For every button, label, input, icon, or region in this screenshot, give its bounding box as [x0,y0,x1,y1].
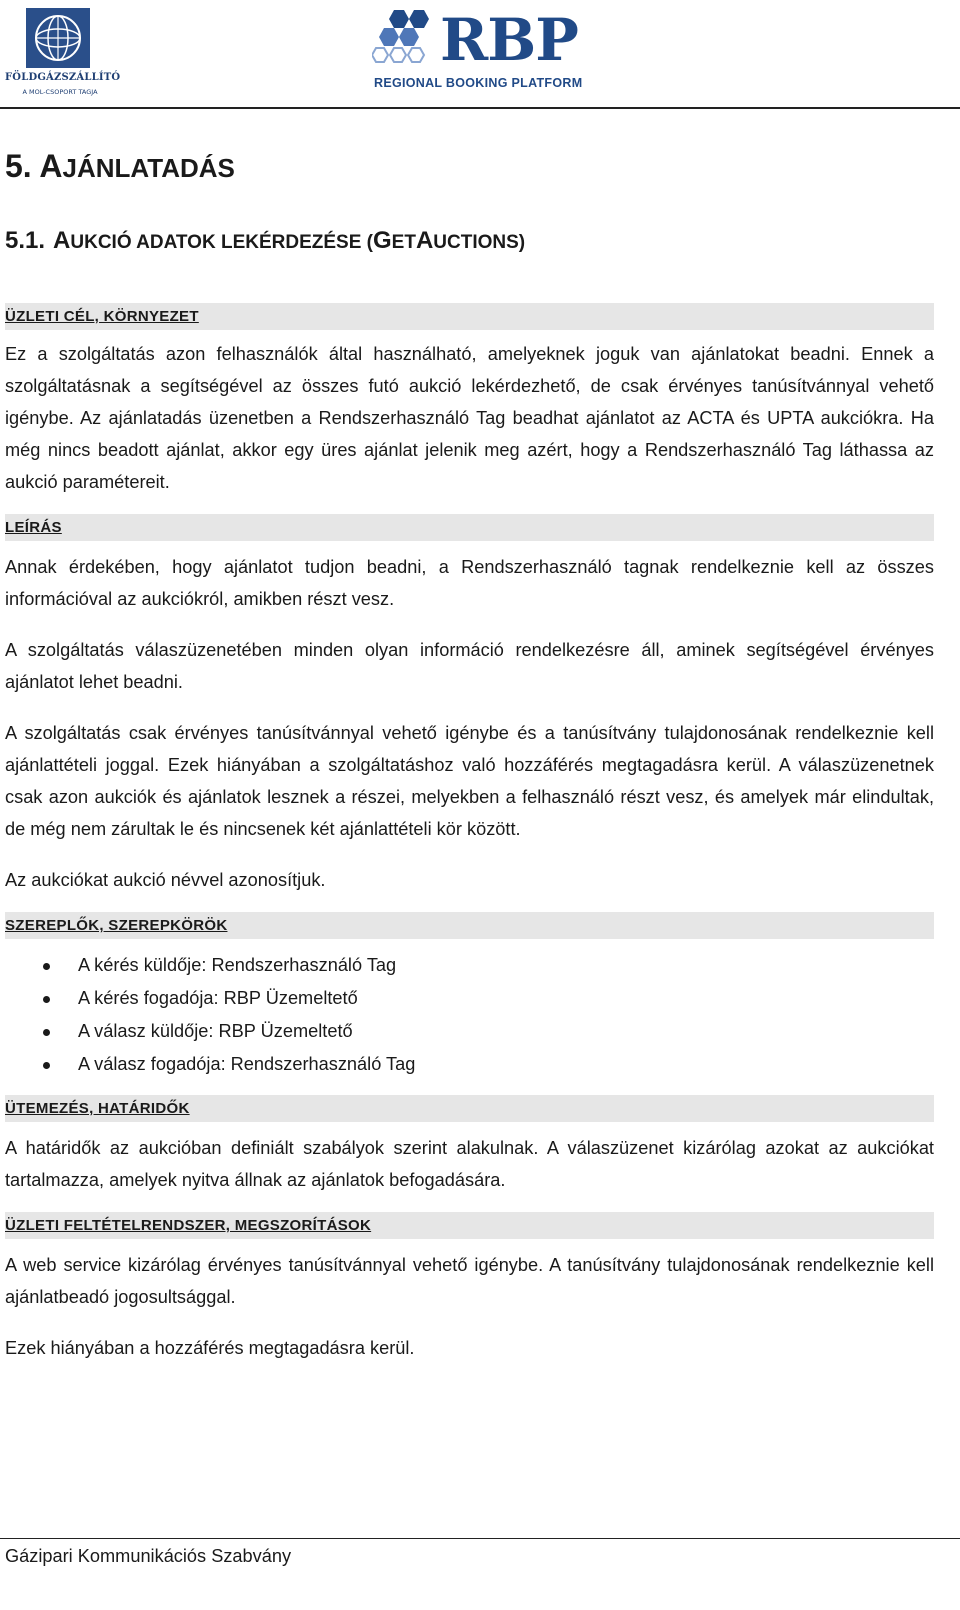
bullet-icon [43,963,50,970]
subsection-title: LEÍRÁS [5,519,62,536]
actor-list [5,949,934,1081]
list-item [5,1048,934,1081]
chapter-heading [5,146,934,188]
header-divider [0,107,960,109]
section-number: 5.1. [5,227,46,254]
fgsz-subtitle: A MOL-CSOPORT TAGJA [22,88,98,96]
paragraph: A szolgáltatás csak érvényes tanúsítvánnyal vehető igénybe és a tanúsítvány tulajdonosának rendelkeznie kell ajánlattételi joggal. Ezek hiányában a szolgáltatáshoz való hozzáférés megtagadásra kerül. A válaszüzenetnek csak azon aukciók és ajánlatok lesznek a részei, melyekben a felhasználó részt vesz, és amelyek már elindultak, de még nem zárultak le és nincsenek két ajánlattételi kör között. [5,723,934,839]
list-item [5,949,934,982]
paragraph: A web service kizárólag érvényes tanúsítvánnyal vehető igénybe. A tanúsítvány tulajdonosának rendelkeznie kell ajánlatbeadó jogosultsággal. [5,1255,934,1307]
subsection-heading-schedule [5,1095,934,1122]
chapter-number: 5. [5,148,32,184]
subsection-title: ÜZLETI FELTÉTELRENDSZER, MEGSZORÍTÁSOK [5,1217,372,1234]
chapter-title-initial: A [39,148,63,184]
globe-logo-icon [26,8,90,68]
list-item-text: A válasz fogadója: Rendszerhasználó Tag [78,1054,416,1074]
rbp-wordmark: RBP [440,6,578,74]
document-body [5,146,934,1364]
section-title-part: UKCIÓ ADATOK LEKÉRDEZÉSE ( [70,232,373,253]
list-item-text: A kérés küldője: Rendszerhasználó Tag [78,955,397,975]
list-item [5,1015,934,1048]
section-title-part: A [53,227,71,254]
bullet-icon [43,1062,50,1069]
section-title-part: ET [391,232,416,253]
subsection-heading-description [5,514,934,541]
page-header [0,0,960,112]
subsection-heading-business-goal [5,303,934,330]
list-item-text: A válasz küldője: RBP Üzemeltető [78,1021,353,1041]
paragraph: A szolgáltatás válaszüzenetében minden olyan információ rendelkezésre áll, aminek segítségével érvényes ajánlatot lehet beadni. [5,640,934,692]
list-item [5,982,934,1015]
chapter-title-rest: JÁNLATADÁS [62,153,235,183]
subsection-title: ÜZLETI CÉL, KÖRNYEZET [5,308,199,325]
subsection-heading-actors [5,912,934,939]
footer-divider [0,1538,960,1539]
list-item-text: A kérés fogadója: RBP Üzemeltető [78,988,358,1008]
rbp-tagline: REGIONAL BOOKING PLATFORM [374,76,583,90]
fgsz-name: FÖLDGÁZSZÁLLÍTÓ [5,72,121,83]
section-heading [5,225,934,259]
subsection-title: SZEREPLŐK, SZEREPKÖRÖK [5,917,228,934]
bullet-icon [43,1029,50,1036]
section-title-part: A [415,227,434,254]
bullet-icon [43,996,50,1003]
subsection-heading-constraints [5,1212,934,1239]
paragraph: Annak érdekében, hogy ajánlatot tudjon beadni, a Rendszerhasználó tagnak rendelkeznie kell az összes információval az aukciókról, amikben részt vesz. [5,557,934,609]
paragraph: Ez a szolgáltatás azon felhasználók által használható, amelyeknek joguk van ajánlatokat beadni. Ennek a szolgáltatásnak a segítségével az összes futó aukció lekérdezhető, de csak érvényes tanúsítvánnyal vehető igénybe. Az ajánlatadás üzenetben a Rendszerhasználó Tag beadhat ajánlatot az ACTA és UPTA aukciókra. Ha még nincs beadott ajánlat, akkor egy üres ajánlat jelenik meg azért, hogy a Rendszerhasználó Tag láthassa az aukció paramétereit. [5,344,934,492]
fgsz-logo [5,8,121,96]
paragraph: A határidők az aukcióban definiált szabályok szerint alakulnak. A válaszüzenet kizárólag azokat az aukciókat tartalmazza, amelyek nyitva állnak az ajánlatok befogadására. [5,1138,934,1190]
paragraph: Az aukciókat aukció névvel azonosítjuk. [5,870,326,890]
rbp-logo [372,6,612,92]
section-title-part: UCTIONS) [433,232,526,253]
paragraph: Ezek hiányában a hozzáférés megtagadásra kerül. [5,1338,415,1358]
subsection-title: ÜTEMEZÉS, HATÁRIDŐK [5,1100,190,1117]
section-title-part: G [372,227,392,254]
page-footer: Gázipari Kommunikációs Szabvány [5,1546,292,1566]
